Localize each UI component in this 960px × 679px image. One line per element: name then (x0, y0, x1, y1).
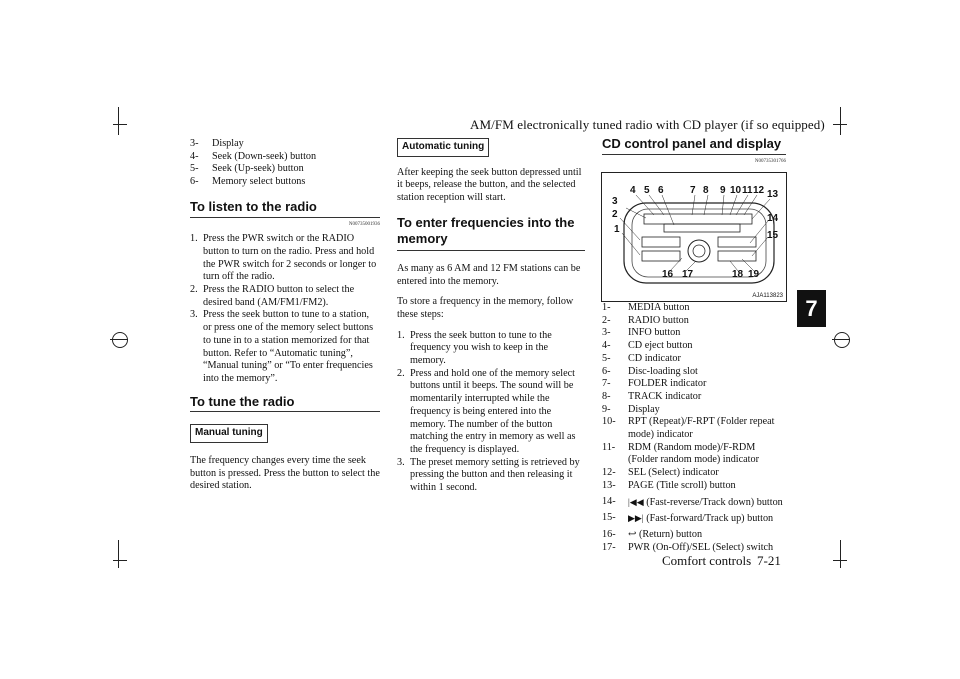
callout-label: 2 (612, 209, 618, 220)
list-item: 4- CD eject button (602, 340, 693, 352)
list-item: 9- Display (602, 403, 660, 415)
callout-label: 9 (720, 185, 726, 196)
step-item: 3. Press the seek button to tune to a station, or press one of the memory select buttons to tune in to a station memorized for that button. Refer to “Automatic tuning”, “Manual tuning” or “To enter frequencies into the memory”. (190, 309, 374, 384)
fast-reverse-icon: |◀◀ (628, 496, 644, 507)
column-1 (190, 138, 380, 493)
memory-steps-intro: To store a frequency in the memory, follow these steps: (397, 296, 574, 320)
list-item: 8- TRACK indicator (602, 390, 702, 402)
callout-label: 17 (682, 269, 694, 280)
figure-code: AJA113823 (752, 293, 783, 299)
section-title-tune: To tune the radio (190, 396, 380, 413)
cd-panel-figure (601, 172, 787, 302)
registration-mark-right (834, 332, 850, 348)
crop-mark-br-v (840, 540, 841, 568)
section-code: N00735301766 (754, 158, 786, 164)
section-title-listen: To listen to the radio (190, 201, 380, 218)
callout-label: 3 (612, 196, 618, 207)
callout-label: 11 (742, 185, 753, 196)
list-item: 14- |◀◀ (Fast-reverse/Track down) button (602, 495, 783, 508)
step-item: 2. Press and hold one of the memory select buttons until it beeps. The sound will be momentarily interrupted while the frequency is being entered into the memory. The number of the button matching the entry in memory as well as the frequency is displayed. (397, 367, 576, 455)
callout-label: 8 (703, 185, 709, 196)
list-item: 11- RDM (Random mode)/F-RDM (Folder random mode) indicator (602, 441, 759, 466)
callout-label: 12 (753, 185, 765, 196)
step-item: 3. The preset memory setting is retrieved by pressing the button and then releasing it within 1 second. (397, 456, 580, 494)
crop-mark-br-h (833, 560, 847, 561)
subsection-label-manual: Manual tuning (190, 424, 268, 443)
callout-label: 18 (732, 269, 744, 280)
list-item: 10- RPT (Repeat)/F-RPT (Folder repeat mode) indicator (602, 416, 775, 441)
crop-mark-tl-v (118, 107, 119, 135)
list-item: 1- MEDIA button (602, 302, 690, 313)
callout-label: 1 (614, 224, 620, 235)
list-item: 12- SEL (Select) indicator (602, 467, 719, 479)
footer-section: Comfort controls (662, 553, 752, 568)
callout-label: 19 (748, 269, 760, 280)
subsection-label-automatic: Automatic tuning (397, 138, 489, 157)
crop-mark-tl-h (113, 124, 127, 125)
callout-label: 13 (767, 189, 779, 200)
list-item: 2- RADIO button (602, 314, 689, 326)
step-item: 1. Press the PWR switch or the RADIO button to turn on the radio. Press and hold the PWR switch for 2 seconds or longer to turn off the radio. (190, 233, 377, 283)
callout-label: 4 (630, 185, 636, 196)
section-title-cd: CD control panel and display (602, 138, 786, 155)
list-item: 4- Seek (Down-seek) button (190, 150, 317, 162)
list-item: 6- Disc-loading slot (602, 365, 698, 377)
callout-label: 6 (658, 185, 664, 196)
return-icon: ↩ (628, 528, 637, 540)
step-item: 2. Press the RADIO button to select the desired band (AM/FM1/FM2). (190, 284, 355, 308)
list-item: 13- PAGE (Title scroll) button (602, 479, 736, 491)
list-item: 7- FOLDER indicator (602, 378, 707, 390)
manual-tuning-text: The frequency changes every time the seek button is pressed. Press the button to select the desired station. (190, 455, 380, 492)
fast-forward-icon: ▶▶| (628, 513, 644, 524)
intro-list (190, 138, 380, 189)
callout-label: 16 (662, 269, 674, 280)
automatic-tuning-text: After keeping the seek button depressed until it beeps, release the button, and the selected station reception will start. (397, 166, 582, 204)
callout-label: 10 (730, 185, 742, 196)
list-item: 16- ↩ (Return) button (602, 528, 703, 540)
crop-mark-tr-v (840, 107, 841, 135)
callout-label: 15 (767, 230, 779, 241)
step-item: 1. Press the seek button to tune to the frequency you wish to keep in the memory. (397, 329, 552, 367)
callout-label: 5 (644, 185, 650, 196)
listen-steps (190, 233, 380, 385)
list-item: 5- CD indicator (602, 352, 681, 364)
list-item: 3- INFO button (602, 327, 681, 339)
chapter-tab: 7 (797, 290, 826, 327)
crop-mark-bl-v (118, 540, 119, 568)
crop-mark-bl-h (113, 560, 127, 561)
list-item: 6- Memory select buttons (190, 176, 306, 188)
memory-steps (397, 330, 585, 495)
callout-label: 14 (767, 213, 779, 224)
footer-page-number: 7-21 (757, 553, 781, 568)
column-2 (397, 138, 585, 495)
column-3-list (602, 302, 786, 554)
callout-label: 7 (690, 185, 696, 196)
list-item: 17- PWR (On-Off)/SEL (Select) switch (602, 541, 774, 553)
section-title-memory: To enter frequencies into the memory (397, 215, 585, 251)
column-3 (602, 138, 786, 168)
memory-intro-text: As many as 6 AM and 12 FM stations can be entered into the memory. (397, 262, 581, 287)
list-item: 3- Display (190, 138, 244, 149)
registration-mark-left (112, 332, 128, 348)
page-header-title: AM/FM electronically tuned radio with CD player (if so equipped) (470, 117, 825, 132)
list-item: 5- Seek (Up-seek) button (190, 163, 304, 175)
section-code: N00735001936 (348, 221, 380, 227)
list-item: 15- ▶▶| (Fast-forward/Track up) button (602, 512, 774, 525)
crop-mark-tr-h (833, 124, 847, 125)
